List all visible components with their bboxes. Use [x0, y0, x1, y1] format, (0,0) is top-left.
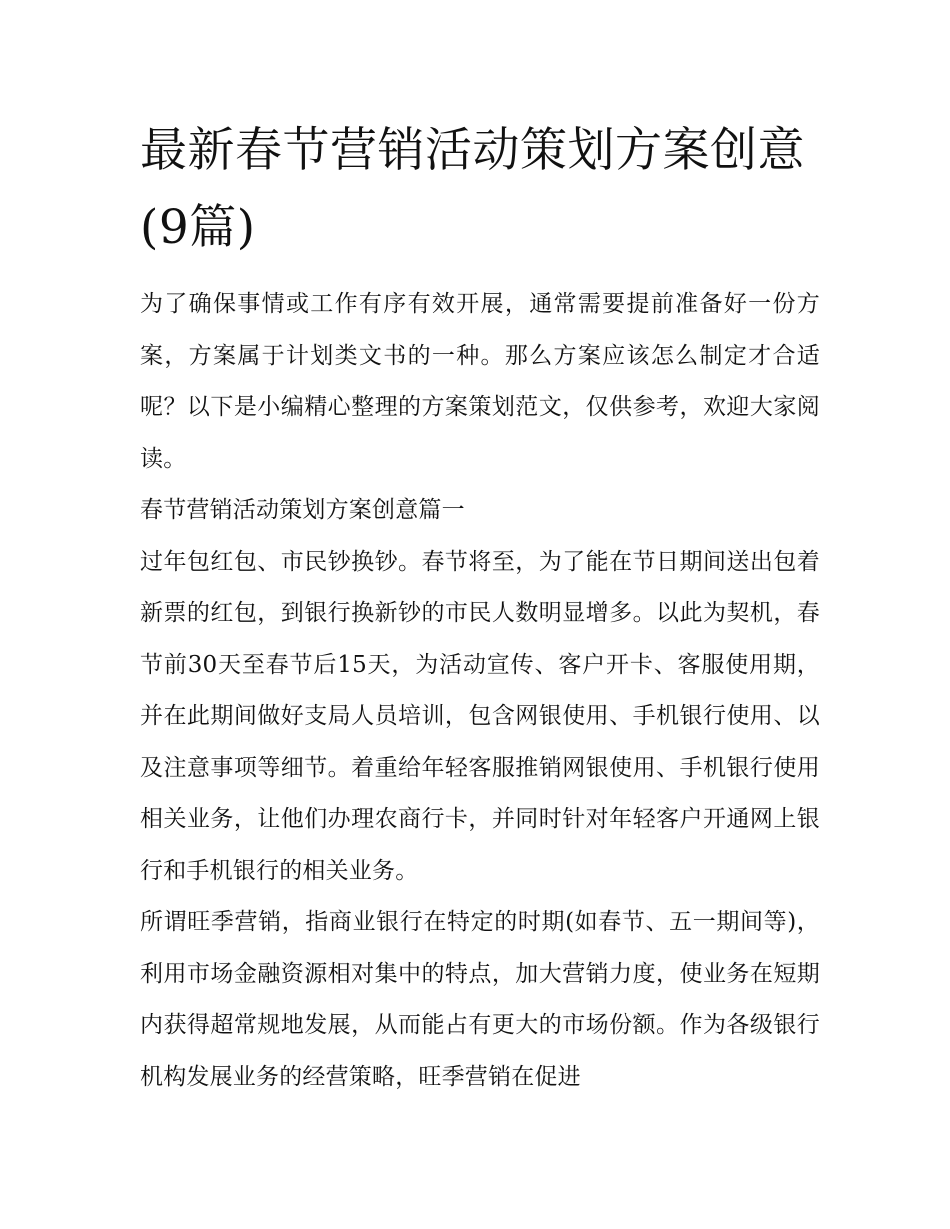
section-heading: 春节营销活动策划方案创意篇一: [140, 497, 465, 523]
document-body: [140, 279, 820, 1103]
body-paragraph: 过年包红包、市民钞换钞。春节将至，为了能在节日期间送出包着新票的红包，到银行换新钞的市民人数明显增多。以此为契机，春节前30天至春节后15天，为活动宣传、客户开卡、客服使用期，并在此期间做好支局人员培训，包含网银使用、手机银行使用、以及注意事项等细节。着重给年轻客服推销网银使用、手机银行使用相关业务，让他们办理农商行卡，并同时针对年轻客户开通网上银行和手机银行的相关业务。: [140, 548, 820, 884]
intro-paragraph: 为了确保事情或工作有序有效开展，通常需要提前准备好一份方案，方案属于计划类文书的一种。那么方案应该怎么制定才合适呢？以下是小编精心整理的方案策划范文，仅供参考，欢迎大家阅读。: [140, 291, 820, 472]
document-title: 最新春节营销活动策划方案创意(9篇): [140, 123, 805, 255]
body-paragraph: 所谓旺季营销，指商业银行在特定的时期(如春节、五一期间等)，利用市场金融资源相对集中的特点，加大营销力度，使业务在短期内获得超常规地发展，从而能占有更大的市场份额。作为各级银行机构发展业务的经营策略，旺季营销在促进: [140, 909, 820, 1090]
